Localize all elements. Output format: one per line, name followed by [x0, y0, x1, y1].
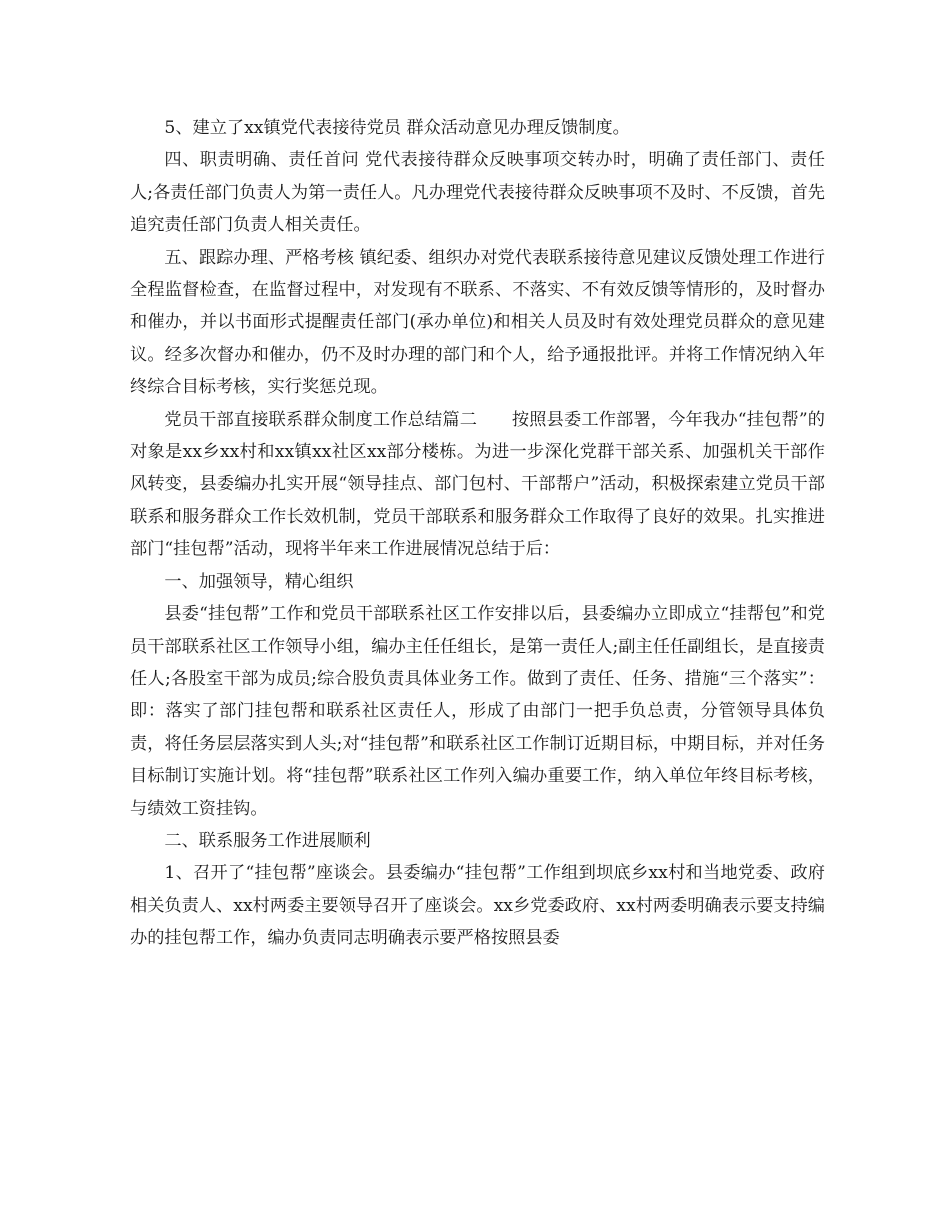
- paragraph-6: 1、召开了“挂包帮”座谈会。县委编办“挂包帮”工作组到坝底乡xx村和当地党委、政府相关负责人、xx村两委主要领导召开了座谈会。xx乡党委政府、xx村两委明确表示要支持编办的挂包帮工作，编办负责同志明确表示要严格按照县委: [130, 863, 825, 949]
- paragraph-5: 县委“挂包帮”工作和党员干部联系社区工作安排以后，县委编办立即成立“挂帮包”和党员干部联系社区工作领导小组，编办主任任组长，是第一责任人;副主任任副组长，是直接责任人;各股室干部为成员;综合股负责具体业务工作。做到了责任、任务、措施“三个落实”：即：落实了部门挂包帮和联系社区责任人，形成了由部门一把手负总责，分管领导具体负责，将任务层层落实到人头;对“挂包帮”和联系社区工作制订近期目标，中期目标，并对任务目标制订实施计划。将“挂包帮”联系社区工作列入编办重要工作，纳入单位年终目标考核，与绩效工资挂钩。: [130, 604, 825, 819]
- section-heading-1: 一、加强领导，精心组织: [164, 571, 354, 592]
- paragraph-1: 5、建立了xx镇党代表接待党员 群众活动意见办理反馈制度。: [164, 118, 630, 138]
- section-heading-2: 二、联系服务工作进展顺利: [164, 830, 371, 851]
- paragraph-2: 四、职责明确、责任首问 党代表接待群众反映事项交转办时，明确了责任部门、责任人;各责任部门负责人为第一责任人。凡办理党代表接待群众反映事项不及时、不反馈，首先追究责任部门负责人相关责任。: [130, 150, 825, 236]
- document-page: [130, 112, 825, 955]
- paragraph-3: 五、跟踪办理、严格考核 镇纪委、组织办对党代表联系接待意见建议反馈处理工作进行全程监督检查，在监督过程中，对发现有不联系、不落实、不有效反馈等情形的，及时督办和催办，并以书面形式提醒责任部门(承办单位)和相关人员及时有效处理党员群众的意见建议。经多次督办和催办，仍不及时办理的部门和个人，给予通报批评。并将工作情况纳入年终综合目标考核，实行奖惩兑现。: [130, 247, 825, 398]
- paragraph-4: 党员干部直接联系群众制度工作总结篇二 按照县委工作部署，今年我办“挂包帮”的对象是xx乡xx村和xx镇xx社区xx部分楼栋。为进一步深化党群干部关系、加强机关干部作风转变，县委编办扎实开展“领导挂点、部门包村、干部帮户”活动，积极探索建立党员干部联系和服务群众工作长效机制，党员干部联系和服务群众工作取得了良好的效果。扎实推进部门“挂包帮”活动，现将半年来工作进展情况总结于后：: [130, 409, 825, 560]
